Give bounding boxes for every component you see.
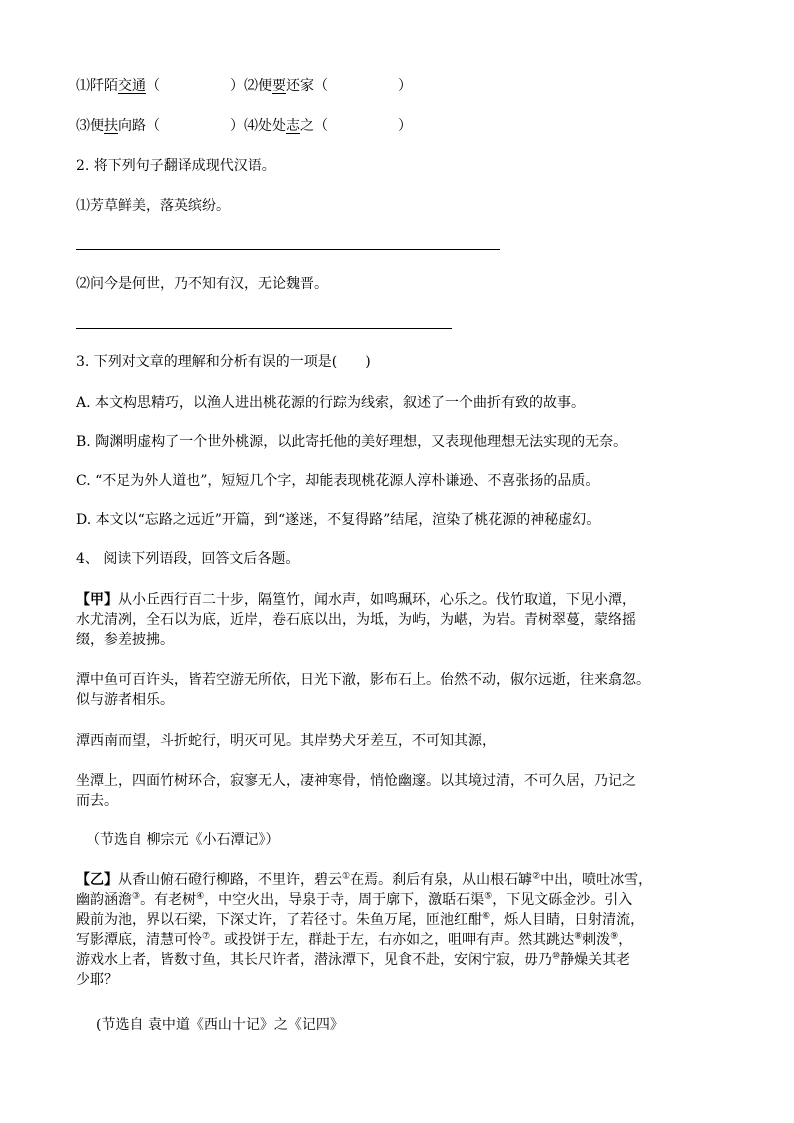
passage-yi-label: 【乙】 [76,872,118,888]
q2-sentence-2: ⑵问今是何世，乃不知有汉，无论魏晋。 [76,276,328,292]
footnote-marker[interactable]: ③ [132,891,141,902]
footnote-marker[interactable]: ⑨ [610,931,619,942]
passage-jia-line: 而去。 [76,793,118,809]
item-3-target-word: 扶 [104,118,118,134]
q2-sentence-1: ⑴芳草鲜美，落英缤纷。 [76,198,230,214]
q3-option-d[interactable]: D. 本文以“忘路之远近”开篇，到“遂迷，不复得路”结尾，渲染了桃花源的神秘虚幻。 [76,512,601,528]
q1-row-1 [76,76,412,96]
item-2-prefix: ⑵便 [244,78,272,94]
item-4-target-word: 志 [286,118,300,134]
passage-yi-text: 写影潭底，清慧可怜 [76,932,202,948]
passage-yi-text: 。或投饼于左，群赴于左，右亦如之，咀呷有声。然其跳达 [210,932,575,948]
passage-jia-paragraph-2 [76,670,726,710]
passage-jia-line: 从小丘西行百二十步，隔篁竹，闻水声，如鸣珮环，心乐之。伐竹取道，下见小潭， [118,592,636,608]
footnote-marker[interactable]: ② [532,871,541,882]
item-2-blank[interactable]: （ ） [314,78,412,94]
item-4-blank[interactable]: （ ） [314,118,412,134]
passage-jia-line: 水尤清冽，全石以为底，近岸，卷石底以出，为坻，为屿，为嵁，为岩。青树翠蔓，蒙络摇 [76,612,636,628]
footnote-marker[interactable]: ⑧ [574,931,583,942]
item-1-blank[interactable]: （ ） [146,78,244,94]
q3-option-b[interactable]: B. 陶渊明虚构了一个世外桃源，以此寄托他的美好理想，又表现他理想无法实现的无奈。 [76,434,628,450]
passage-yi-text: 游戏水上者，皆数寸鱼，其长尺许者，潜泳潭下，见食不赴，安闲宁寂，毋乃 [76,952,552,968]
passage-jia-paragraph-4 [76,771,726,811]
passage-jia-line: 缀，参差披拂。 [76,632,174,648]
item-3-suffix: 向路 [118,118,146,134]
passage-yi-source: (节选自 袁中道《西山十记》之《记四》 [96,1017,344,1033]
footnote-marker[interactable]: ⑥ [482,911,491,922]
footnote-marker[interactable]: ① [342,871,351,882]
footnote-marker[interactable]: ⑩ [552,951,561,962]
item-3-prefix: ⑶便 [76,118,104,134]
item-2-suffix: 还家 [286,78,314,94]
passage-yi-text: ，烁人目睛，日射清流， [490,912,645,928]
passage-jia-paragraph-3: 潭西南而望，斗折蛇行，明灭可见。其岸势犬牙差互，不可知其源， [76,733,496,749]
passage-yi-text: 从香山俯石磴行柳路，不里许，碧云 [118,872,342,888]
passage-jia-label: 【甲】 [76,592,118,608]
passage-yi-text: 幽韵涵澹 [76,892,132,908]
q3-heading: 3. 下列对文章的理解和分析有误的一项是( ) [76,354,371,370]
q3-option-c[interactable]: C. “不足为外人道也”，短短几个字，却能表现桃花源人淳朴谦逊、不喜张扬的品质。 [76,473,600,489]
answer-line-2[interactable] [76,328,452,329]
passage-yi-text: ，中空火出，导泉于寺，周于廓下，激聒石渠 [204,892,485,908]
passage-jia-paragraph-1 [76,590,726,650]
item-3-blank[interactable]: （ ） [146,118,244,134]
q2-heading: 2. 将下列句子翻译成现代汉语。 [76,158,276,174]
passage-jia-source: （节选自 柳宗元《小石潭记》） [86,832,280,848]
q3-option-a[interactable]: A. 本文构思精巧，以渔人进出桃花源的行踪为线索，叙述了一个曲折有致的故事。 [76,395,586,411]
passage-yi-text: 在焉。刹后有泉，从山根石罅 [350,872,533,888]
passage-yi-text: ， [618,932,633,948]
item-4-suffix: 之 [300,118,314,134]
passage-yi-text: 中出，喷吐冰雪， [540,872,653,888]
answer-line-1[interactable] [76,249,500,250]
passage-jia-line: 似与游者相乐。 [76,692,174,708]
passage-yi-text: ，下见文砾金沙。引入 [492,892,633,908]
q4-heading: 4、 阅读下列语段，回答文后各题。 [76,551,300,567]
q1-row-2 [76,116,412,136]
passage-yi-text: 殿前为池，界以石梁，下深丈许，了若径寸。朱鱼万尾，匝池红酣 [76,912,482,928]
passage-yi [76,870,726,990]
passage-yi-text: 静燥关其老 [560,952,631,968]
item-1-prefix: ⑴阡陌 [76,78,118,94]
footnote-marker[interactable]: ⑤ [484,891,493,902]
passage-yi-text: 少耶？ [76,972,118,988]
passage-yi-text: 。有老树 [140,892,197,908]
item-2-target-word: 要 [272,78,286,94]
passage-yi-text: 刺泼 [582,932,611,948]
passage-jia-line: 坐潭上，四面竹树环合，寂寥无人，凄神寒骨，悄怆幽邃。以其境过清，不可久居，乃记之 [76,773,636,789]
item-1-target-word: 交通 [118,78,146,94]
item-4-prefix: ⑷处处 [244,118,286,134]
passage-jia-line: 潭中鱼可百许头，皆若空游无所依，日光下澈，影布石上。佁然不动，俶尔远逝，往来翕忽。 [76,672,650,688]
footnote-marker[interactable]: ⑦ [202,931,211,942]
footnote-marker[interactable]: ④ [196,891,205,902]
